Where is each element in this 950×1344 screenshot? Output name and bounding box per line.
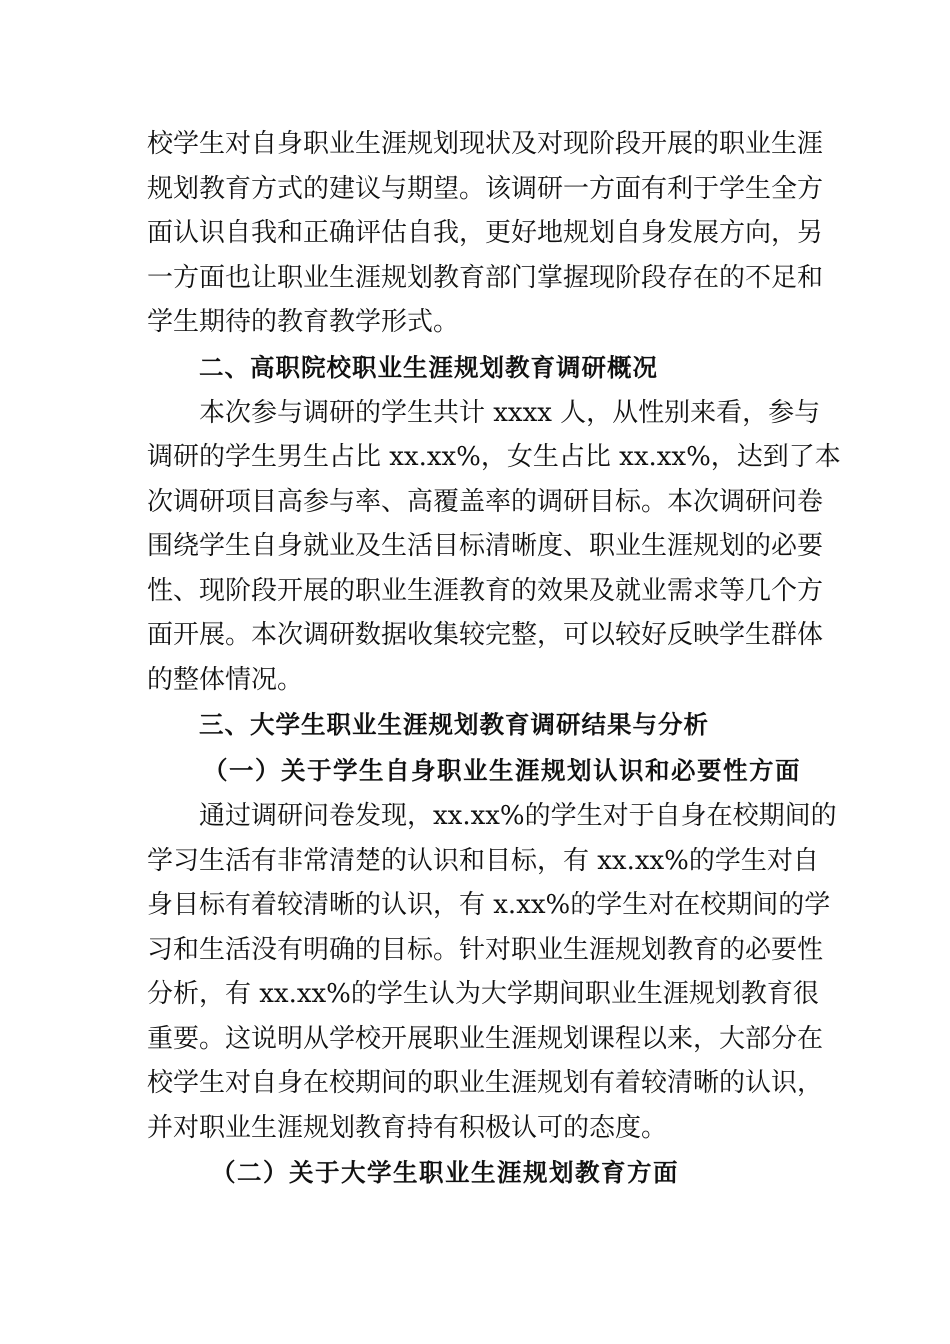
section-3-heading: 三、大学生职业生涯规划教育调研结果与分析 [199,710,709,739]
text-line: 并对职业生涯规划教育持有积极认可的态度。 [147,1112,668,1143]
text-line: 的整体情况。 [147,664,304,695]
text-line: 面开展。本次调研数据收集较完整，可以较好反映学生群体 [147,620,824,650]
text-line: 校学生对自身在校期间的职业生涯规划有着较清晰的认识， [147,1068,824,1098]
text-line: 学习生活有非常清楚的认识和目标，有 xx.xx%的学生对自 [147,845,819,876]
text-line: 次调研项目高参与率、高覆盖率的调研目标。本次调研问卷 [147,486,824,517]
subsection-2-heading: （二）关于大学生职业生涯规划教育方面 [211,1158,679,1187]
text-line: 本次参与调研的学生共计 xxxx 人，从性别来看，参与 [199,397,821,428]
text-line: 规划教育方式的建议与期望。该调研一方面有利于学生全方 [147,173,824,204]
text-line: 分析，有 xx.xx%的学生认为大学期间职业生涯规划教育很 [147,979,819,1009]
subsection-1-paragraph [147,794,837,1150]
text-line: 习和生活没有明确的目标。针对职业生涯规划教育的必要性 [147,934,824,965]
text-line: 重要。这说明从学校开展职业生涯规划课程以来，大部分在 [147,1023,824,1054]
text-line: 身目标有着较清晰的认识，有 x.xx%的学生对在校期间的学 [147,890,831,920]
section-2-heading: 二、高职院校职业生涯规划教育调研概况 [199,352,658,382]
text-line: 校学生对自身职业生涯规划现状及对现阶段开展的职业生涯 [147,129,824,159]
text-line: 围绕学生自身就业及生活目标清晰度、职业生涯规划的必要 [147,531,824,561]
text-line: 面认识自我和正确评估自我，更好地规划自身发展方向，另 [147,218,824,248]
subsection-1-heading: （一）关于学生自身职业生涯规划认识和必要性方面 [203,756,801,785]
text-line: 调研的学生男生占比 xx.xx%，女生占比 xx.xx%，达到了本 [147,442,841,472]
section-2-paragraph [147,391,841,703]
intro-paragraph [147,122,824,345]
text-line: 性、现阶段开展的职业生涯教育的效果及就业需求等几个方 [147,575,824,606]
text-line: 一方面也让职业生涯规划教育部门掌握现阶段存在的不足和 [147,262,824,293]
text-line: 通过调研问卷发现，xx.xx%的学生对于自身在校期间的 [199,801,837,831]
document-body [147,122,841,1196]
text-line: 学生期待的教育教学形式。 [147,307,460,337]
